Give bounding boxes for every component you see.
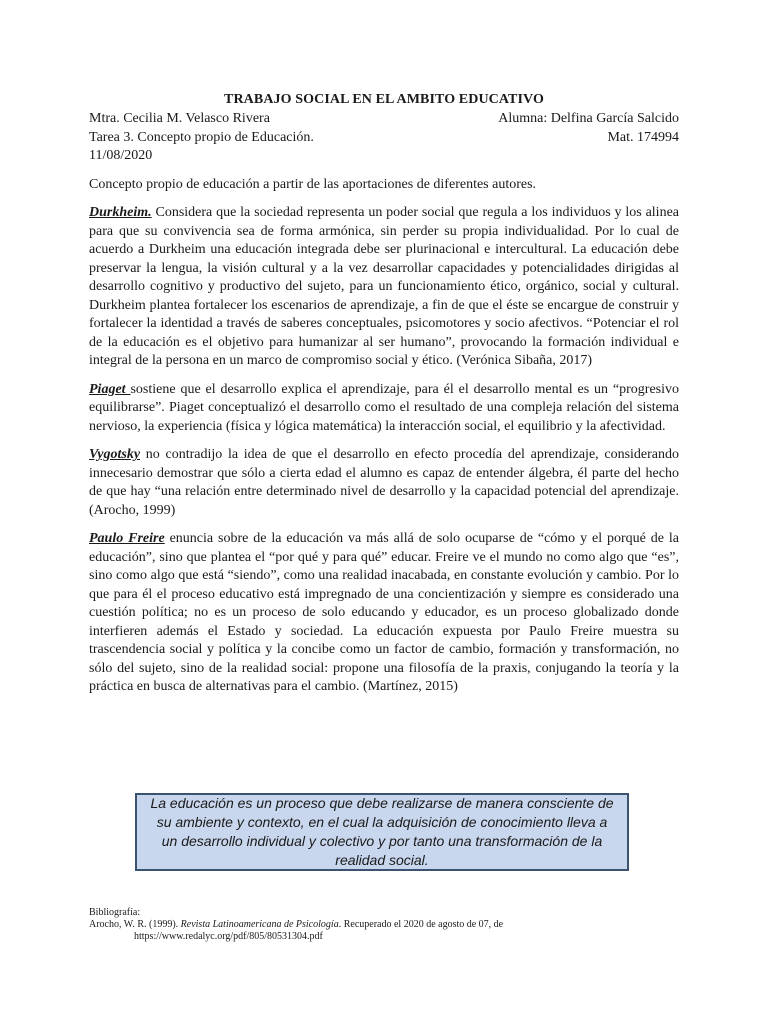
header-row-2 <box>89 129 679 148</box>
document-date: 11/08/2020 <box>89 148 153 163</box>
author-name: Paulo Freire <box>89 531 165 546</box>
author-name: Durkheim. <box>89 205 152 220</box>
section-text: no contradijo la idea de que el desarrollo en efecto procedía del aprendizaje, considerando innecesario demostrar que sólo a cierta edad el alumno es capaz de entender álgebra, él parte del hecho de que hay “una relación entre determinado nivel de desarrollo y la capacidad potencial del aprendizaje. (Arocho, 1999) <box>89 447 679 518</box>
section-text: enuncia sobre de la educación va más allá de solo ocuparse de “cómo y el porqué de la educación”, sino que plantea el “por qué y para qué” educar. Freire ve el mundo no como algo que “es”, sino como algo que está “siendo”, como una realidad inacabada, en constante evolución y cambio. Por lo que para él el proceso educativo está impregnado de una concientización y siempre es considerado una cuestión política; no es un proceso de solo educando y educador, es un proceso globalizado donde interfieren además el Estado y sociedad. La educación expuesta por Paulo Freire muestra su trascendencia social y política y la concibe como un factor de cambio, formación y transformación, no sólo del sujeto, sino de la realidad social: propone una filosofía de la praxis, conjugando la teoría y la práctica en busca de alternativas para el cambio. (Martínez, 2015) <box>89 531 679 694</box>
ref-title: Revista Latinoamericana de Psicología <box>180 919 339 930</box>
section-text: Considera que la sociedad representa un poder social que regula a los individuos y los alinea para que su convivencia sea de forma armónica, sin perder su propia individualidad. Por lo cual de acuerdo a Durkheim una educación integrada debe ser plurinacional e intercultural. La educación debe preservar la lengua, la visión cultural y a la vez desarrollar capacidades y potencialidades dirigidas al desarrollo cognitivo y productivo del sujeto, para un funcionamiento ético, orgánico, social y cultural. Durkheim plantea fortalecer los escenarios de aprendizaje, a fin de que el éste se encargue de construir y fortalecer la identidad a través de saberes conceptuales, psicomotores y socio afectivos. “Potenciar el rol de la educación es el objetivo para humanizar al ser humano”, provocando la formación individual e integral de la persona en un marco de compromiso social y ético. (Verónica Sibaña, 2017) <box>89 205 679 368</box>
section-durkheim <box>89 204 679 371</box>
student-id: Mat. 174994 <box>607 129 679 145</box>
student-name: Alumna: Delfina García Salcido <box>498 111 679 126</box>
section-vygotsky <box>89 446 679 520</box>
conclusion-text: La educación es un proceso que debe realizarse de manera consciente de su ambiente y contexto, en el cual la adquisición de conocimiento lleva a un desarrollo individual y colectivo y por tanto una transformación de la realidad social. <box>150 795 614 868</box>
ref-rest: . Recuperado el 2020 de agosto de 07, de <box>338 919 504 930</box>
bibliography-entry <box>89 919 689 931</box>
document-title: TRABAJO SOCIAL EN EL AMBITO EDUCATIVO <box>224 92 544 107</box>
header-row-3 <box>89 147 679 166</box>
document-body <box>89 92 679 697</box>
section-freire <box>89 530 679 697</box>
header-row-1 <box>89 110 679 129</box>
intro-text: Concepto propio de educación a partir de las aportaciones de diferentes autores. <box>89 176 537 192</box>
teacher-name: Mtra. Cecilia M. Velasco Rivera <box>89 111 270 126</box>
section-text: sostiene que el desarrollo explica el aprendizaje, para él el desarrollo mental es un “progresivo equilibrarse”. Piaget conceptualizó el desarrollo como el resultado de una compleja relación del sistema nervioso, la experiencia (física y lógica matemática) la interacción social, el equilibrio y la afectividad. <box>89 381 680 434</box>
conclusion-box <box>135 793 629 871</box>
ref-author: Arocho, W. R. (1999). <box>89 919 181 930</box>
bibliography <box>89 907 689 943</box>
task-name: Tarea 3. Concepto propio de Educación. <box>89 129 314 145</box>
author-name: Vygotsky <box>89 447 141 462</box>
bibliography-heading: Bibliografía: <box>89 907 141 918</box>
ref-url[interactable]: https://www.redalyc.org/pdf/805/80531304.pdf <box>134 931 323 942</box>
author-name: Piaget <box>89 381 131 397</box>
section-piaget <box>89 381 679 437</box>
